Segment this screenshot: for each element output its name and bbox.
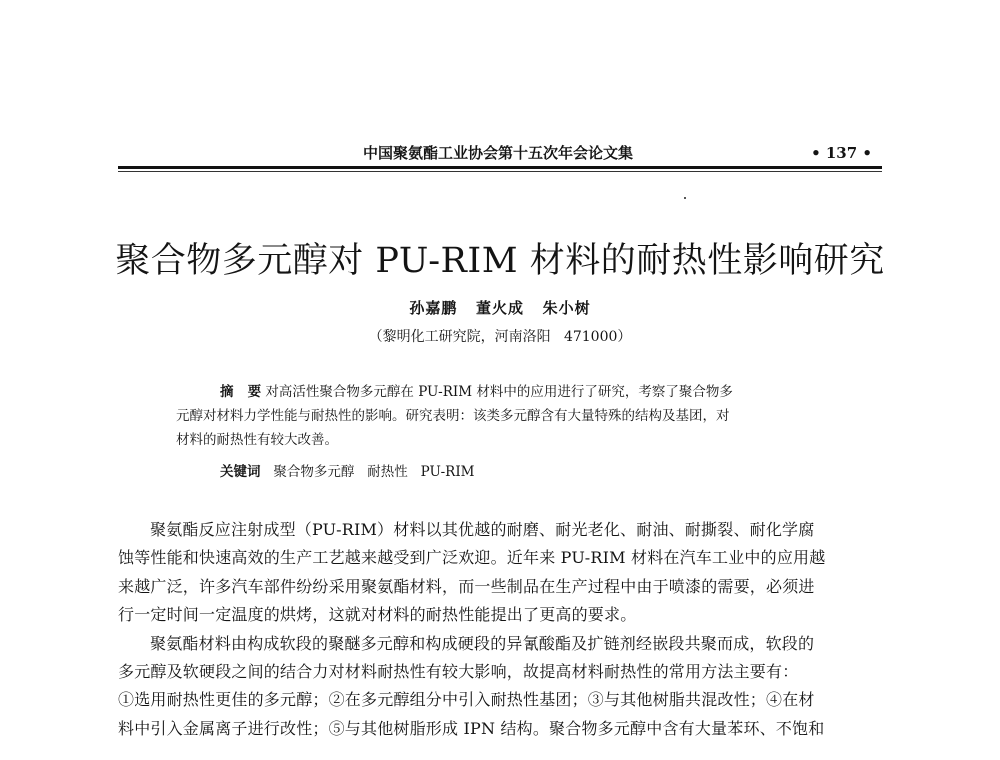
abstract-label: 摘 要 bbox=[220, 384, 262, 400]
body-p2-line-3: ①选用耐热性更佳的多元醇；②在多元醇组分中引入耐热性基团；③与其他树脂共混改性；④在材 bbox=[118, 690, 815, 710]
header-rule-thin bbox=[118, 171, 882, 172]
proceedings-title: 中国聚氨酯工业协会第十五次年会论文集 bbox=[363, 144, 634, 162]
body-p1-line-1: 聚氨酯反应注射成型（PU-RIM）材料以其优越的耐磨、耐光老化、耐油、耐撕裂、耐化学腐 bbox=[150, 520, 815, 539]
affiliation: （黎明化工研究院，河南洛阳 471000） bbox=[368, 329, 632, 345]
body-text bbox=[118, 516, 884, 743]
abstract-text-1: 对高活性聚合物多元醇在 PU-RIM 材料中的应用进行了研究，考察了聚合物多 bbox=[265, 384, 733, 400]
authors: 孙嘉鹏 董火成 朱小树 bbox=[409, 299, 591, 317]
body-p2-line-4: 料中引入金属离子进行改性；⑤与其他树脂形成 IPN 结构。聚合物多元醇中含有大量苯环、不饱和 bbox=[118, 718, 825, 738]
body-p2-line-2: 多元醇及软硬段之间的结合力对材料耐热性有较大影响，故提高材料耐热性的常用方法主要有： bbox=[118, 661, 799, 681]
abstract-line-2: 元醇对材料力学性能与耐热性的影响。研究表明：该类多元醇含有大量特殊的结构及基团，对 bbox=[176, 408, 730, 424]
abstract bbox=[176, 380, 826, 452]
paper-title: 聚合物多元醇对 PU-RIM 材料的耐热性影响研究 bbox=[115, 241, 885, 281]
scan-speck bbox=[684, 197, 686, 199]
page-number: • 137 • bbox=[811, 144, 872, 162]
abstract-line-3: 材料的耐热性有较大改善。 bbox=[176, 432, 338, 448]
keywords-text: 聚合物多元醇 耐热性 PU-RIM bbox=[273, 464, 475, 480]
keywords-label: 关键词 bbox=[220, 464, 261, 480]
body-p1-line-3: 来越广泛，许多汽车部件纷纷采用聚氨酯材料，而一些制品在生产过程中由于喷漆的需要，必须进 bbox=[118, 576, 815, 596]
body-p1-line-4: 行一定时间一定温度的烘烤，这就对材料的耐热性能提出了更高的要求。 bbox=[118, 605, 637, 625]
header-rule-thick bbox=[118, 166, 882, 169]
body-p2-line-1: 聚氨酯材料由构成软段的聚醚多元醇和构成硬段的异氰酸酯及扩链剂经嵌段共聚而成，软段的 bbox=[150, 633, 815, 653]
body-p1-line-2: 蚀等性能和快速高效的生产工艺越来越受到广泛欢迎。近年来 PU-RIM 材料在汽车工业中的应用越 bbox=[118, 548, 826, 568]
keywords bbox=[220, 460, 475, 484]
running-header bbox=[118, 143, 882, 165]
abstract-line-1 bbox=[176, 380, 826, 404]
